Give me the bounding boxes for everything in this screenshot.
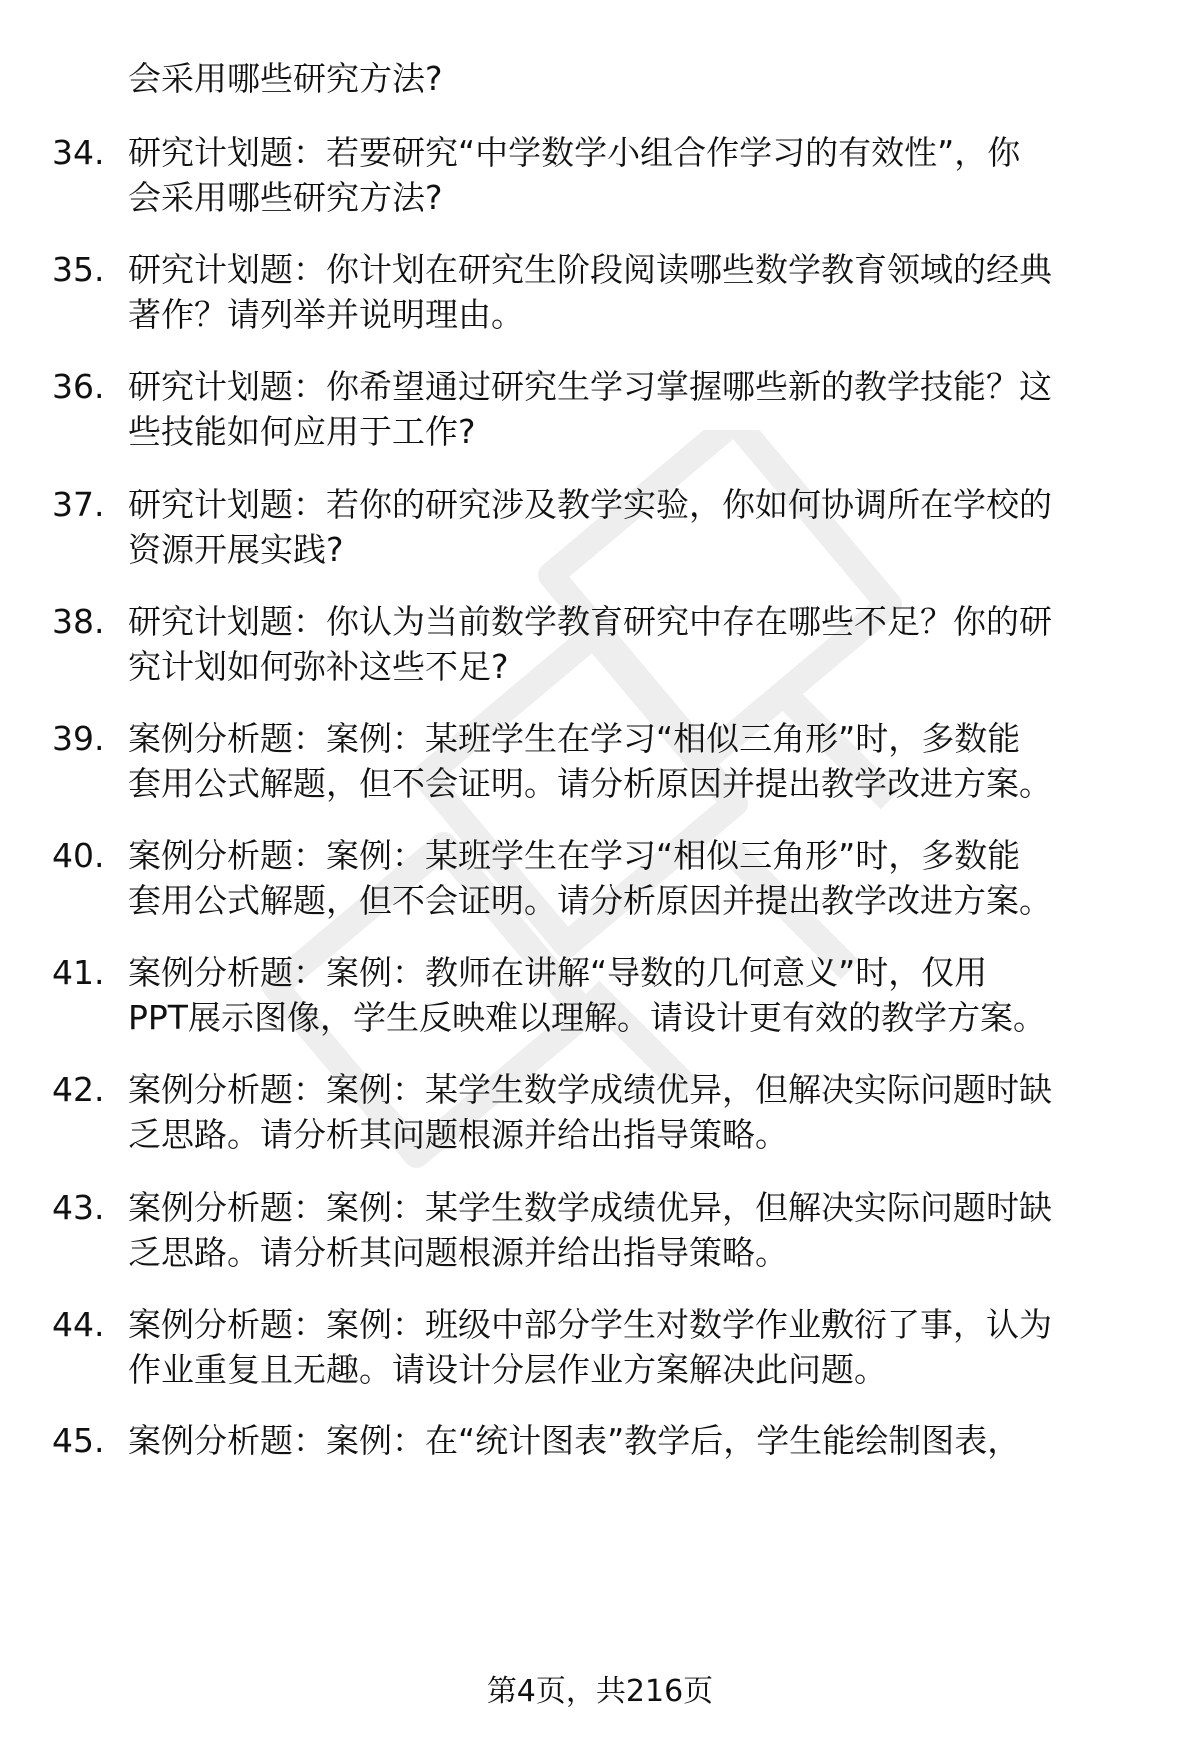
question-text-line: 案例分析题：案例：某学生数学成绩优异，但解决实际问题时缺 xyxy=(128,1188,1052,1227)
question-number: 34. xyxy=(52,133,105,172)
question-text-line: 案例分析题：案例：班级中部分学生对数学作业敷衍了事，认为 xyxy=(128,1305,1052,1344)
question-text-line: 研究计划题：若你的研究涉及教学实验，你如何协调所在学校的 xyxy=(128,485,1052,524)
question-number: 43. xyxy=(52,1188,105,1227)
question-text-line: 套用公式解题，但不会证明。请分析原因并提出教学改进方案。 xyxy=(128,764,1052,803)
question-number: 45. xyxy=(52,1421,105,1460)
question-text-line: 著作？请列举并说明理由。 xyxy=(128,295,524,334)
question-text-line: 会采用哪些研究方法? xyxy=(128,59,443,98)
question-number: 40. xyxy=(52,836,105,875)
question-text-line: 案例分析题：案例：某班学生在学习“相似三角形”时，多数能 xyxy=(128,719,1021,758)
question-text-line: 案例分析题：案例：某班学生在学习“相似三角形”时，多数能 xyxy=(128,836,1021,875)
question-text-line: 研究计划题：你希望通过研究生学习掌握哪些新的教学技能？这 xyxy=(128,367,1052,406)
question-text-line: 乏思路。请分析其问题根源并给出指导策略。 xyxy=(128,1233,788,1272)
question-text-line: 资源开展实践? xyxy=(128,530,344,569)
question-number: 41. xyxy=(52,953,105,992)
question-text-line: 研究计划题：你认为当前数学教育研究中存在哪些不足？你的研 xyxy=(128,602,1052,641)
question-text-line: 究计划如何弥补这些不足? xyxy=(128,647,509,686)
question-text-line: 作业重复且无趣。请设计分层作业方案解决此问题。 xyxy=(128,1350,887,1389)
question-text-line: 案例分析题：案例：在“统计图表”教学后，学生能绘制图表， xyxy=(128,1421,1021,1460)
question-number: 39. xyxy=(52,719,105,758)
question-text-line: 会采用哪些研究方法? xyxy=(128,178,443,217)
question-number: 36. xyxy=(52,367,105,406)
question-number: 37. xyxy=(52,485,105,524)
question-number: 44. xyxy=(52,1305,105,1344)
question-number: 38. xyxy=(52,602,105,641)
page-number-footer: 第4页，共216页 xyxy=(486,1674,714,1709)
question-text-line: 些技能如何应用于工作? xyxy=(128,412,476,451)
question-number: 42. xyxy=(52,1070,105,1109)
question-text-line: 研究计划题：你计划在研究生阶段阅读哪些数学教育领域的经典 xyxy=(128,250,1052,289)
question-text-line: PPT展示图像，学生反映难以理解。请设计更有效的教学方案。 xyxy=(128,998,1046,1037)
question-number: 35. xyxy=(52,250,105,289)
question-text-line: 套用公式解题，但不会证明。请分析原因并提出教学改进方案。 xyxy=(128,881,1052,920)
question-text-line: 乏思路。请分析其问题根源并给出指导策略。 xyxy=(128,1115,788,1154)
question-text-line: 案例分析题：案例：某学生数学成绩优异，但解决实际问题时缺 xyxy=(128,1070,1052,1109)
question-text-line: 研究计划题：若要研究“中学数学小组合作学习的有效性”，你 xyxy=(128,133,1021,172)
question-text-line: 案例分析题：案例：教师在讲解“导数的几何意义”时，仅用 xyxy=(128,953,988,992)
